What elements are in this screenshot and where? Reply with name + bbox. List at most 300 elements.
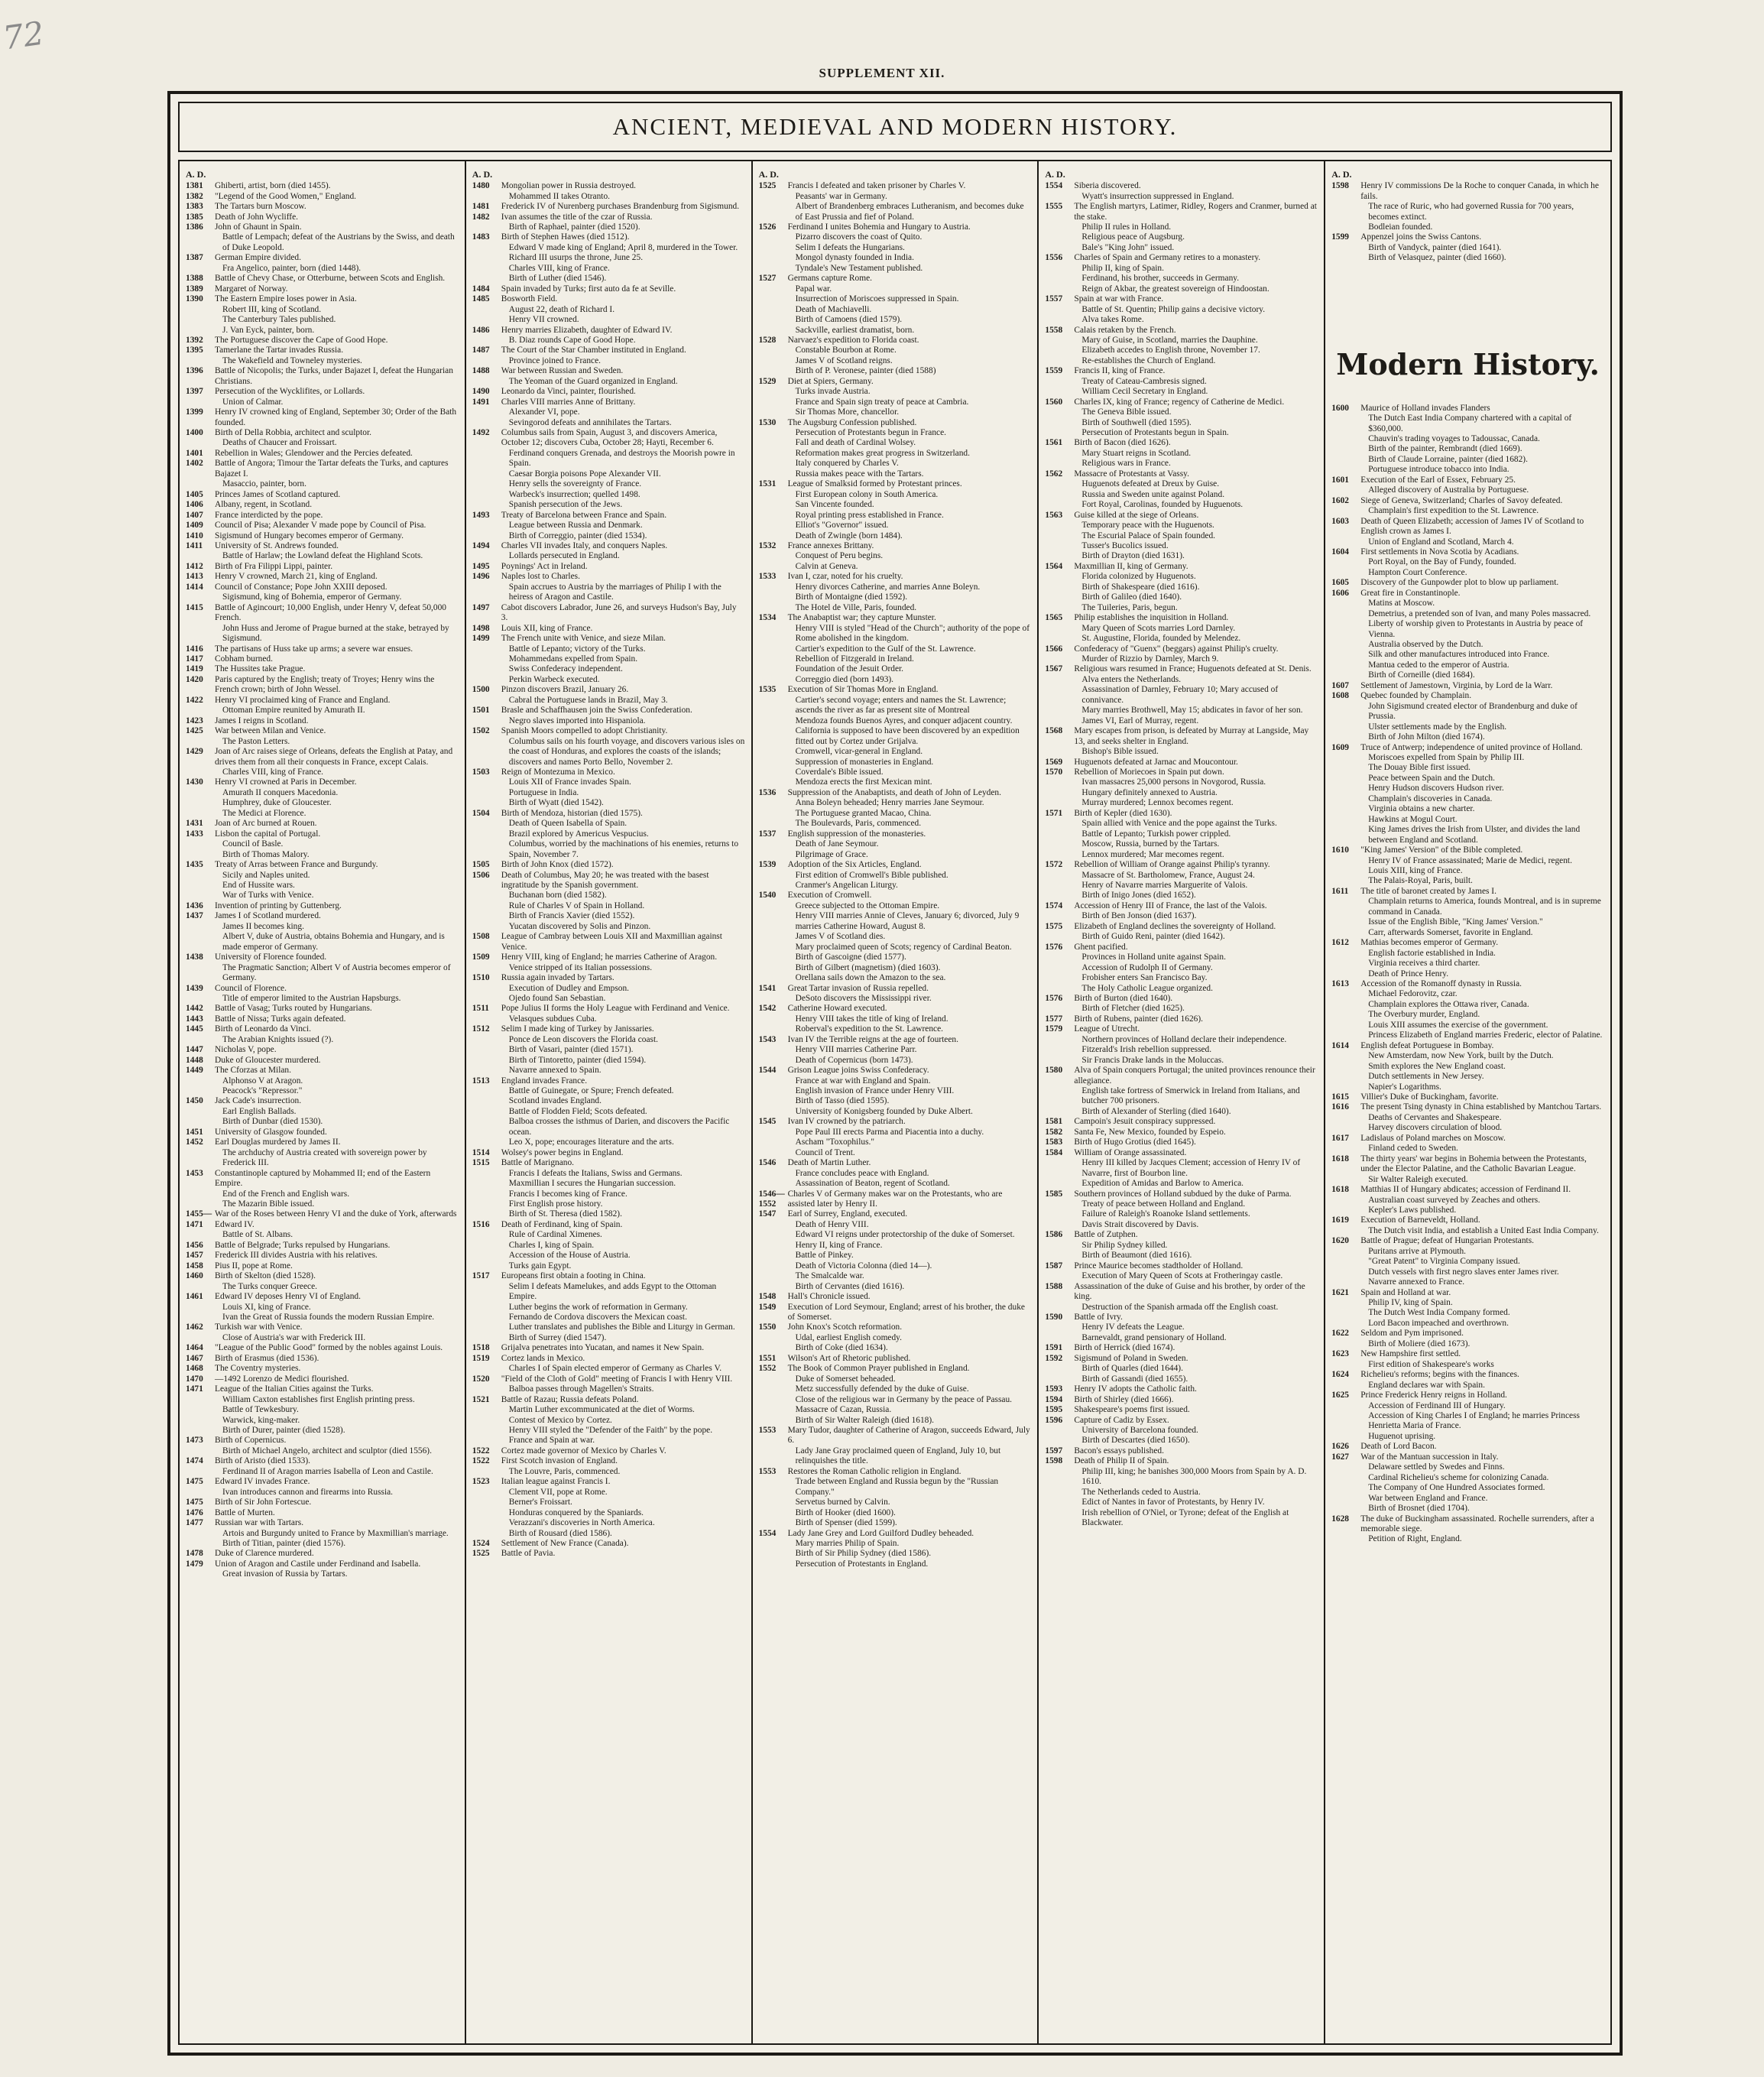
entry-text: Hawkins at Mogul Court. bbox=[1368, 814, 1458, 824]
history-entry bbox=[1331, 979, 1604, 989]
entry-year bbox=[759, 777, 788, 787]
entry-year bbox=[1331, 1534, 1360, 1544]
history-entry bbox=[186, 192, 459, 202]
entry-text: Birth of Surrey (died 1547). bbox=[508, 1332, 607, 1342]
entry-year bbox=[1331, 897, 1360, 917]
history-entry bbox=[186, 1313, 459, 1322]
entry-year: 1612 bbox=[1331, 938, 1349, 948]
entry-text: The Tartars burn Moscow. bbox=[215, 202, 306, 212]
entry-year bbox=[1331, 660, 1360, 670]
history-entry bbox=[472, 654, 745, 664]
history-entry bbox=[759, 521, 1032, 531]
entry-year: 1453 bbox=[186, 1168, 203, 1178]
history-entry bbox=[472, 511, 745, 521]
history-entry bbox=[1331, 181, 1604, 202]
entry-year bbox=[472, 192, 501, 202]
history-entry bbox=[759, 1303, 1032, 1323]
entry-text: Ivan assumes the title of the czar of Russia. bbox=[501, 212, 653, 222]
entry-year bbox=[472, 336, 501, 346]
history-entry bbox=[759, 624, 1032, 644]
history-entry bbox=[759, 901, 1032, 911]
entry-text: Russian war with Tartars. bbox=[215, 1518, 304, 1528]
entry-year bbox=[759, 1271, 788, 1281]
entry-year bbox=[472, 1086, 501, 1096]
entry-year bbox=[1045, 1107, 1074, 1117]
entry-year bbox=[759, 1539, 788, 1549]
entry-text: Battle of Zutphen. bbox=[1074, 1230, 1138, 1240]
entry-year: 1605 bbox=[1331, 578, 1349, 588]
entry-text: Battle of Flodden Field; Scots defeated. bbox=[508, 1106, 647, 1116]
entry-year bbox=[1045, 603, 1074, 613]
history-entry bbox=[759, 932, 1032, 942]
entry-text: Birth of Hooker (died 1600). bbox=[795, 1507, 896, 1517]
history-entry bbox=[186, 1251, 459, 1261]
history-entry bbox=[472, 583, 745, 603]
entry-text: Russia and Sweden unite against Poland. bbox=[1081, 489, 1225, 499]
entry-text: Maurice of Holland invades Flanders bbox=[1360, 403, 1490, 413]
entry-text: Edward IV deposes Henry VI of England. bbox=[215, 1292, 361, 1302]
entry-year: 1499 bbox=[472, 634, 490, 644]
entry-text: Charles IX, king of France; regency of Catherine de Medici. bbox=[1074, 397, 1285, 407]
history-entry bbox=[1045, 1128, 1318, 1137]
entry-year bbox=[1331, 989, 1360, 999]
entry-year bbox=[1331, 253, 1360, 263]
entry-year bbox=[1331, 1072, 1360, 1082]
entry-year: 1580 bbox=[1045, 1066, 1063, 1076]
entry-text: Ivan introduces cannon and firearms into Russia. bbox=[222, 1487, 394, 1497]
column-header-ad: A. D. bbox=[1331, 169, 1352, 180]
history-entry bbox=[1331, 434, 1604, 444]
entry-year: 1476 bbox=[186, 1507, 203, 1517]
history-entry bbox=[1331, 1277, 1604, 1287]
history-entry bbox=[186, 664, 459, 674]
entry-year bbox=[1045, 963, 1074, 973]
entry-year: 1527 bbox=[758, 274, 777, 284]
history-entry bbox=[472, 777, 745, 787]
entry-year bbox=[1045, 675, 1074, 685]
history-entry bbox=[1045, 407, 1318, 417]
history-entry bbox=[1045, 994, 1318, 1004]
entry-year: 1539 bbox=[758, 860, 777, 870]
entry-text: Failure of Raleigh's Roanoke Island settlements. bbox=[1081, 1209, 1250, 1219]
entry-text: Execution of Mary Queen of Scots at Frotheringay castle. bbox=[1081, 1271, 1283, 1281]
history-entry bbox=[1045, 768, 1318, 777]
history-entry bbox=[1045, 1498, 1318, 1507]
entry-text: Maxmillian I secures the Hungarian succession. bbox=[508, 1179, 676, 1189]
entry-text: Spain invaded by Turks; first auto da fe at Seville. bbox=[501, 284, 676, 294]
entry-text: Re-establishes the Church of England. bbox=[1081, 355, 1216, 365]
history-entry bbox=[1331, 475, 1604, 485]
entry-text: Germans capture Rome. bbox=[787, 274, 872, 284]
entry-year bbox=[1331, 1381, 1360, 1391]
history-entry bbox=[472, 1384, 745, 1394]
history-entry bbox=[759, 1251, 1032, 1261]
entry-text: Cartier's second voyage; enters and names the St. Lawrence; ascends the river as far as present site of Montreal bbox=[795, 695, 1007, 716]
entry-text: Mantua ceded to the emperor of Austria. bbox=[1368, 660, 1509, 670]
history-entry bbox=[759, 1518, 1032, 1528]
history-entry bbox=[186, 1374, 459, 1384]
entry-year bbox=[1045, 1426, 1074, 1436]
entry-text: Jack Cade's insurrection. bbox=[215, 1096, 302, 1106]
history-entry bbox=[1331, 1113, 1604, 1123]
history-entry bbox=[186, 387, 459, 397]
history-entry bbox=[1331, 537, 1604, 547]
history-entry bbox=[1331, 1196, 1604, 1206]
entry-text: Dutch vessels with first negro slaves enter James river. bbox=[1368, 1267, 1559, 1277]
entry-text: Capture of Cadiz by Essex. bbox=[1074, 1415, 1169, 1425]
entry-text: The Tuileries, Paris, begun. bbox=[1081, 602, 1178, 612]
entry-text: Spain accrues to Austria by the marriages of Philip I with the heiress of Aragon and Castile. bbox=[508, 582, 721, 602]
entry-year: 1545 bbox=[758, 1117, 777, 1127]
history-entry bbox=[186, 315, 459, 325]
entry-text: Albert V, duke of Austria, obtains Bohemia and Hungary, and is made emperor of Germany. bbox=[222, 932, 445, 952]
entry-year bbox=[1331, 1473, 1360, 1483]
entry-text: Death of Philip II of Spain. bbox=[1074, 1456, 1169, 1466]
entry-year bbox=[472, 1014, 501, 1024]
entry-text: Birth of Tasso (died 1595). bbox=[795, 1096, 890, 1106]
entry-text: Delaware settled by Swedes and Finns. bbox=[1368, 1462, 1505, 1472]
history-entry bbox=[1331, 609, 1604, 619]
history-entry bbox=[186, 952, 459, 962]
history-entry bbox=[186, 213, 459, 222]
entry-text: Fitzerald's Irish rebellion suppressed. bbox=[1081, 1045, 1212, 1055]
entry-year bbox=[1331, 949, 1360, 959]
entry-year bbox=[1331, 1247, 1360, 1257]
entry-text: Henry VI proclaimed king of France and England. bbox=[215, 695, 391, 705]
entry-text: Invention of printing by Guttenberg. bbox=[215, 901, 342, 910]
entry-text: Petition of Right, England. bbox=[1368, 1534, 1462, 1544]
history-entry bbox=[472, 809, 745, 819]
history-entry bbox=[186, 1343, 459, 1353]
entry-year: 1445 bbox=[186, 1024, 203, 1034]
history-entry bbox=[472, 1364, 745, 1374]
history-entry bbox=[472, 644, 745, 654]
history-entry bbox=[1045, 428, 1318, 438]
history-entry bbox=[1045, 1117, 1318, 1127]
entry-year: 1508 bbox=[472, 932, 490, 942]
entry-year: 1390 bbox=[186, 294, 203, 304]
entry-text: The Canterbury Tales published. bbox=[222, 315, 336, 325]
entry-year bbox=[759, 871, 788, 881]
entry-year bbox=[1045, 1045, 1074, 1055]
entry-text: Religious wars in France. bbox=[1081, 459, 1171, 469]
entry-text: Council of Basle. bbox=[222, 839, 284, 849]
entry-year: 1475 bbox=[186, 1477, 203, 1487]
entry-year bbox=[472, 1488, 501, 1498]
history-entry bbox=[1331, 732, 1604, 742]
entry-text: Charles VIII marries Anne of Brittany. bbox=[501, 397, 636, 407]
entry-text: Philip establishes the inquisition in Holland. bbox=[1074, 613, 1229, 623]
history-entry bbox=[186, 1148, 459, 1169]
entry-year bbox=[1331, 1082, 1360, 1092]
entry-text: Virginia obtains a new charter. bbox=[1368, 804, 1475, 814]
entry-text: Birth of Correggio, painter (died 1534). bbox=[508, 531, 647, 540]
entry-text: Henry IV crowned king of England, September 30; Order of the Bath founded. bbox=[215, 407, 457, 427]
history-entry bbox=[1331, 959, 1604, 969]
history-entry bbox=[186, 1508, 459, 1518]
column-1 bbox=[180, 161, 466, 2043]
entry-year bbox=[472, 315, 501, 325]
entry-year bbox=[759, 1518, 788, 1528]
entry-year: 1493 bbox=[472, 510, 490, 520]
entry-text: Amurath II conquers Macedonia. bbox=[222, 787, 339, 797]
entry-text: Duke of Somerset beheaded. bbox=[795, 1374, 896, 1384]
history-entry bbox=[1331, 465, 1604, 475]
column-2 bbox=[466, 161, 753, 2043]
entry-text: Correggio died (born 1493). bbox=[795, 674, 894, 684]
entry-text: Contest of Mexico by Cortez. bbox=[508, 1415, 612, 1425]
entry-text: Insurrection of Moriscoes suppressed in Spain. bbox=[795, 294, 959, 304]
history-entry bbox=[759, 551, 1032, 561]
history-entry bbox=[1045, 398, 1318, 407]
entry-text: Birth of Michael Angelo, architect and sculptor (died 1556). bbox=[222, 1446, 432, 1456]
entry-year bbox=[759, 1498, 788, 1507]
entry-text: Cartier's expedition to the Gulf of the St. Lawrence. bbox=[795, 644, 976, 654]
history-entry bbox=[186, 891, 459, 901]
history-entry bbox=[1045, 1446, 1318, 1456]
history-entry bbox=[186, 1446, 459, 1456]
entry-text: Murder of Rizzio by Darnley, March 9. bbox=[1081, 654, 1219, 664]
entry-text: Ladislaus of Poland marches on Moscow. bbox=[1360, 1133, 1506, 1143]
entry-text: Puritans arrive at Plymouth. bbox=[1368, 1246, 1466, 1256]
history-entry bbox=[759, 1559, 1032, 1569]
history-entry bbox=[472, 932, 745, 952]
entry-text: Navarre annexed to France. bbox=[1368, 1277, 1465, 1287]
entry-text: Reign of Akbar, the greatest sovereign of Hindoostan. bbox=[1081, 284, 1269, 294]
history-entry bbox=[1331, 1288, 1604, 1298]
entry-text: Russia again invaded by Tartars. bbox=[501, 973, 614, 983]
history-entry bbox=[1045, 1056, 1318, 1066]
entry-year bbox=[472, 1405, 501, 1415]
entry-year: 1618 bbox=[1331, 1154, 1349, 1163]
history-entry bbox=[1045, 511, 1318, 521]
entry-text: Great Tartar invasion of Russia repelled. bbox=[787, 983, 929, 993]
entry-text: War of Turks with Venice. bbox=[222, 891, 314, 901]
history-entry bbox=[186, 1477, 459, 1487]
history-entry bbox=[186, 1354, 459, 1364]
entry-text: Mary Queen of Scots marries Lord Darnley. bbox=[1081, 623, 1236, 633]
entry-text: Constable Bourbon at Rome. bbox=[795, 346, 897, 355]
entry-text: Bishop's Bible issued. bbox=[1081, 747, 1159, 757]
entry-year bbox=[1331, 1483, 1360, 1493]
history-entry bbox=[472, 1456, 745, 1466]
entry-year bbox=[1045, 788, 1074, 798]
entry-year bbox=[1045, 459, 1074, 469]
entry-text: Birth of Luther (died 1546). bbox=[508, 274, 607, 284]
entry-year: 1543 bbox=[758, 1034, 777, 1044]
entry-year bbox=[759, 366, 788, 376]
history-entry bbox=[759, 418, 1032, 428]
entry-text: Philip II, king of Spain. bbox=[1081, 263, 1164, 273]
entry-text: Selim I defeats Mamelukes, and adds Egypt to the Ottoman Empire. bbox=[508, 1281, 717, 1302]
history-entry bbox=[1331, 1226, 1604, 1236]
entry-text: Demetrius, a pretended son of Ivan, and many Poles massacred. bbox=[1368, 608, 1591, 618]
history-entry bbox=[472, 1096, 745, 1106]
entry-text: The Arabian Knights issued (?). bbox=[222, 1034, 334, 1044]
entry-year: 1557 bbox=[1045, 294, 1063, 304]
history-entry bbox=[472, 603, 745, 624]
entry-text: Birth of Gascoigne (died 1577). bbox=[795, 952, 906, 962]
entry-year bbox=[759, 1395, 788, 1405]
entry-text: Philip II rules in Holland. bbox=[1081, 222, 1172, 232]
history-entry bbox=[1331, 887, 1604, 897]
entry-text: Death of Martin Luther. bbox=[787, 1158, 871, 1168]
entry-year bbox=[186, 1446, 215, 1456]
history-entry bbox=[472, 1446, 745, 1456]
entry-text: The duke of Buckingham assassinated. Rochelle surrenders, after a memorable siege. bbox=[1360, 1514, 1594, 1533]
entry-year bbox=[759, 562, 788, 572]
entry-text: The Boulevards, Paris, commenced. bbox=[795, 819, 922, 829]
history-entry bbox=[186, 1456, 459, 1466]
entry-year bbox=[1045, 521, 1074, 531]
history-entry bbox=[1045, 294, 1318, 304]
history-entry bbox=[1331, 815, 1604, 825]
history-entry bbox=[186, 1333, 459, 1343]
history-entry bbox=[1045, 860, 1318, 870]
history-entry bbox=[759, 253, 1032, 263]
history-entry bbox=[186, 1416, 459, 1426]
entry-year: 1533 bbox=[758, 572, 777, 582]
entry-text: Massacre of Cazan, Russia. bbox=[795, 1405, 892, 1415]
entry-year: 1409 bbox=[186, 521, 203, 531]
entry-year bbox=[472, 891, 501, 901]
entry-year bbox=[1045, 1498, 1074, 1507]
history-entry bbox=[472, 1488, 745, 1498]
history-entry bbox=[1045, 253, 1318, 263]
entry-text: The Augsburg Confession published. bbox=[787, 417, 917, 427]
history-entry bbox=[472, 1303, 745, 1313]
history-entry bbox=[1045, 726, 1318, 747]
entry-text: Buchanan born (died 1582). bbox=[508, 891, 607, 901]
entry-text: Prince Frederick Henry reigns in Holland. bbox=[1360, 1391, 1507, 1400]
entry-text: Margaret of Norway. bbox=[215, 284, 288, 294]
history-entry bbox=[1331, 1432, 1604, 1442]
entry-text: Birth of St. Theresa (died 1582). bbox=[508, 1209, 622, 1219]
entry-year: 1518 bbox=[472, 1343, 490, 1353]
entry-text: Henry VIII marries Catherine Parr. bbox=[795, 1045, 917, 1055]
column-5 bbox=[1325, 161, 1610, 2043]
history-entry bbox=[1331, 619, 1604, 640]
history-entry bbox=[1045, 1364, 1318, 1374]
entry-text: The Mazarin Bible issued. bbox=[222, 1199, 315, 1209]
history-entry bbox=[1045, 326, 1318, 336]
entry-year bbox=[759, 1169, 788, 1179]
entry-text: Charles VII invades Italy, and conquers Naples. bbox=[501, 541, 668, 551]
history-entry bbox=[759, 541, 1032, 551]
entry-text: Murray murdered; Lennox becomes regent. bbox=[1081, 798, 1234, 808]
history-entry bbox=[759, 1189, 1032, 1210]
history-entry bbox=[1045, 541, 1318, 551]
entry-text: France and Spain sign treaty of peace at Cambria. bbox=[795, 397, 969, 407]
entry-text: New Amsterdam, now New York, built by the Dutch. bbox=[1368, 1051, 1554, 1061]
history-entry bbox=[759, 716, 1032, 726]
entry-text: Louis XIII, king of France. bbox=[1368, 866, 1463, 875]
entry-text: Birth of Kepler (died 1630). bbox=[1074, 808, 1172, 818]
entry-year: 1569 bbox=[1045, 757, 1063, 767]
entry-year: 1500 bbox=[472, 685, 490, 695]
entry-text: Birth of Della Robbia, architect and sculptor. bbox=[215, 428, 371, 438]
history-entry bbox=[472, 1117, 745, 1137]
history-entry bbox=[186, 850, 459, 860]
entry-text: Calvin at Geneva. bbox=[795, 561, 858, 571]
history-entry bbox=[1045, 438, 1318, 448]
entry-year: 1626 bbox=[1331, 1442, 1349, 1452]
entry-year: 1598 bbox=[1045, 1456, 1063, 1466]
history-entry bbox=[1045, 973, 1318, 983]
entry-text: Mary of Guise, in Scotland, marries the Dauphine. bbox=[1081, 335, 1258, 345]
history-entry bbox=[472, 1313, 745, 1322]
entry-text: Swiss Confederacy independent. bbox=[508, 664, 623, 674]
history-entry bbox=[759, 819, 1032, 829]
history-entry bbox=[1331, 1134, 1604, 1144]
entry-text: The Netherlands ceded to Austria. bbox=[1081, 1487, 1201, 1497]
history-entry bbox=[472, 1137, 745, 1147]
entry-text: Charles V of Germany makes war on the Protestants, who are assisted later by Henry II. bbox=[787, 1189, 1003, 1209]
history-entry bbox=[1045, 952, 1318, 962]
history-entry bbox=[759, 1035, 1032, 1045]
entry-text: Title of emperor limited to the Austrian Hapsburgs. bbox=[222, 993, 401, 1003]
entry-year bbox=[759, 1096, 788, 1106]
entry-year bbox=[1331, 815, 1360, 825]
history-entry bbox=[186, 932, 459, 952]
entry-year bbox=[1331, 1319, 1360, 1329]
history-entry bbox=[186, 809, 459, 819]
entry-year: 1553 bbox=[758, 1425, 777, 1435]
entry-text: Peasants' war in Germany. bbox=[795, 191, 887, 201]
entry-year bbox=[472, 716, 501, 726]
entry-text: Louis XIII assumes the exercise of the government. bbox=[1368, 1020, 1548, 1030]
history-entry bbox=[186, 1189, 459, 1199]
entry-year: 1555 bbox=[1045, 202, 1063, 212]
entry-text: First settlements in Nova Scotia by Acadians. bbox=[1360, 547, 1519, 557]
entry-year bbox=[1331, 763, 1360, 773]
entry-text: Rebellion in Wales; Glendower and the Percies defeated. bbox=[215, 448, 413, 458]
entry-year bbox=[1331, 1277, 1360, 1287]
entry-year bbox=[472, 1498, 501, 1507]
history-entry bbox=[1045, 1456, 1318, 1466]
entry-text: Alva enters the Netherlands. bbox=[1081, 674, 1182, 684]
entry-year: 1461 bbox=[186, 1292, 203, 1302]
entry-year bbox=[1045, 500, 1074, 510]
entry-year: 1512 bbox=[472, 1024, 490, 1034]
history-entry bbox=[1045, 963, 1318, 973]
entry-year: 1422 bbox=[186, 695, 203, 705]
entry-text: Council of Constance; Pope John XXIII deposed. bbox=[215, 582, 387, 592]
entry-year bbox=[759, 726, 788, 747]
entry-text: The Geneva Bible issued. bbox=[1081, 407, 1172, 417]
entry-text: Prince Maurice becomes stadtholder of Holland. bbox=[1074, 1261, 1244, 1271]
entry-year bbox=[472, 1179, 501, 1189]
entry-text: Sir Thomas More, chancellor. bbox=[795, 407, 900, 417]
history-entry bbox=[1331, 1442, 1604, 1452]
entry-year bbox=[1331, 444, 1360, 454]
history-entry bbox=[472, 922, 745, 932]
history-entry bbox=[759, 459, 1032, 469]
history-entry bbox=[472, 901, 745, 911]
entry-text: Greece subjected to the Ottoman Empire. bbox=[795, 901, 940, 910]
history-entry bbox=[472, 788, 745, 798]
entry-text: Ferdinand conquers Grenada, and destroys the Moorish powre in Spain. bbox=[508, 448, 735, 469]
entry-year: 1554 bbox=[1045, 181, 1063, 191]
entry-year bbox=[1045, 479, 1074, 489]
history-entry bbox=[186, 479, 459, 489]
entry-text: Execution of Cromwell. bbox=[787, 891, 872, 901]
entry-year: 1436 bbox=[186, 901, 203, 910]
entry-text: Sicily and Naples united. bbox=[222, 870, 310, 880]
entry-text: Council of Florence. bbox=[215, 983, 287, 993]
entry-year: 1425 bbox=[186, 726, 203, 736]
entry-year bbox=[472, 418, 501, 428]
